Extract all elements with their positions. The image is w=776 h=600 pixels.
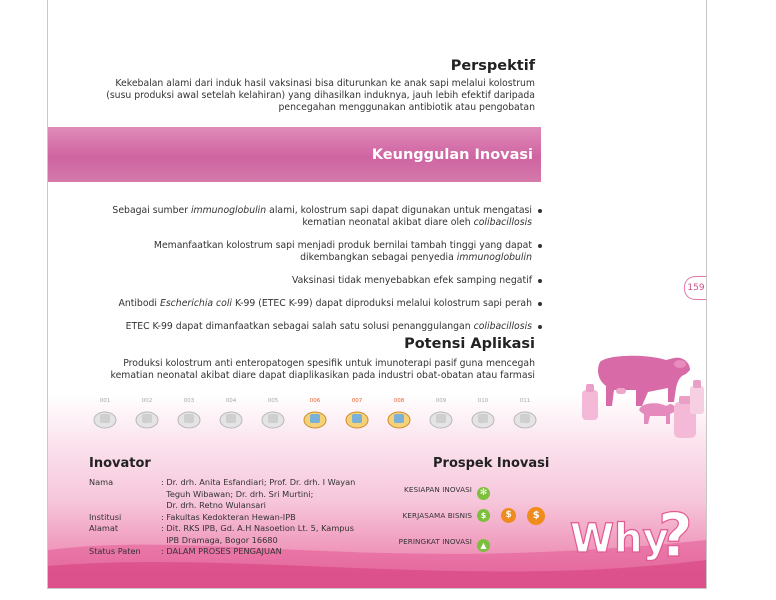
step-003 — [170, 398, 208, 430]
keunggulan-title: Keunggulan Inovasi — [371, 147, 533, 163]
keunggulan-list — [88, 205, 542, 344]
step-number: 006 — [309, 398, 321, 404]
inovator-title: Inovator — [89, 456, 151, 471]
inovator-label: Nama — [89, 477, 114, 487]
bullet-icon — [538, 325, 542, 329]
money-bag-icon: $ — [527, 507, 545, 525]
inovator-value: : DALAM PROSES PENGAJUAN — [161, 546, 282, 556]
kerjasama-row — [380, 511, 472, 523]
perspektif-title: Perspektif — [450, 58, 535, 74]
step-004 — [212, 398, 250, 430]
step-icon — [259, 406, 287, 430]
inovator-row — [89, 523, 355, 535]
step-number: 009 — [435, 398, 447, 404]
keunggulan-item-emphasis: immunoglobulin — [190, 205, 267, 216]
keunggulan-item-emphasis: colibacillosis — [473, 321, 532, 332]
inovator-row — [89, 500, 355, 512]
keunggulan-item-text: alami, kolostrum sapi dapat digunakan untuk mengatasi kematian neonatal akibat diare oleh — [266, 205, 532, 228]
step-icon — [217, 406, 245, 430]
keunggulan-item-text: Sebagai sumber — [112, 205, 191, 216]
step-009 — [422, 398, 460, 430]
step-005 — [254, 398, 292, 430]
keunggulan-item-text: ETEC K-99 dapat dimanfaatkan sebagai salah satu solusi penanggulangan — [125, 321, 474, 332]
keunggulan-item — [88, 205, 542, 229]
step-icon — [175, 406, 203, 430]
bullet-icon — [538, 209, 542, 213]
step-number: 008 — [393, 398, 405, 404]
step-number: 002 — [141, 398, 153, 404]
keunggulan-item-emphasis: colibacillosis — [473, 217, 532, 228]
step-icon — [385, 406, 413, 430]
step-number: 007 — [351, 398, 363, 404]
kerjasama-label: KERJASAMA BISNIS — [402, 511, 472, 520]
step-number: 005 — [267, 398, 279, 404]
inovator-label — [89, 535, 161, 547]
inovator-value: Teguh Wibawan; Dr. drh. Sri Murtini; — [161, 488, 314, 499]
keunggulan-item — [88, 240, 542, 264]
bullet-icon — [538, 244, 542, 248]
keunggulan-item-emphasis: immunoglobulin — [456, 252, 532, 263]
step-001 — [86, 398, 124, 430]
inovator-value: : Fakultas Kedokteran Hewan-IPB — [161, 511, 296, 522]
step-number: 001 — [99, 398, 111, 404]
inovator-row — [89, 489, 355, 501]
step-011 — [506, 398, 544, 430]
step-number: 004 — [225, 398, 237, 404]
kesiapan-label: KESIAPAN INOVASI — [404, 485, 472, 494]
keunggulan-item-emphasis: Escherichia coli — [159, 298, 233, 309]
keunggulan-item-text: Memanfaatkan kolostrum sapi menjadi produk bernilai tambah tinggi yang dapat dikembangkan sebagai penyedia — [153, 240, 532, 263]
step-icon — [511, 406, 539, 430]
inovator-value: Dr. drh. Retno Wulansari — [161, 500, 266, 510]
page-number: 159 — [684, 276, 707, 300]
keunggulan-band — [48, 127, 541, 182]
inovator-label: Alamat — [89, 523, 119, 533]
innovation-steps — [86, 398, 546, 438]
prospek-title: Prospek Inovasi — [433, 456, 550, 471]
inovator-row — [89, 535, 355, 547]
step-006 — [296, 398, 334, 430]
inovator-row — [89, 477, 355, 489]
inovator-value: IPB Dramaga, Bogor 16680 — [161, 534, 278, 545]
peringkat-row — [380, 537, 472, 549]
cow-milk-illustration — [578, 340, 706, 440]
keunggulan-item-text: Vaksinasi tidak menyebabkan efek samping negatif — [291, 275, 532, 286]
bullet-icon — [538, 302, 542, 306]
inovator-label: Institusi — [89, 511, 122, 522]
step-008 — [380, 398, 418, 430]
inovator-value: : Dr. drh. Anita Esfandiari; Prof. Dr. drh. I Wayan — [161, 477, 356, 487]
step-icon — [91, 406, 119, 430]
brochure-page — [47, 0, 707, 589]
peringkat-badges — [477, 535, 496, 554]
inovator-label: Status Paten — [89, 546, 141, 556]
step-icon — [427, 406, 455, 430]
step-number: 003 — [183, 398, 195, 404]
step-icon — [133, 406, 161, 430]
money-bag-icon: $ — [501, 508, 516, 523]
bullet-icon — [538, 279, 542, 283]
perspektif-text: Kekebalan alami dari induk hasil vaksinasi bisa diturunkan ke anak sapi melalui kolostrum (susu produksi awal setelah kelahiran) yang dihasilkan induknya, jauh lebih efektif daripada pencegahan menggunakan antibiotik atau pengobatan — [106, 78, 535, 113]
keunggulan-item — [88, 321, 542, 333]
why-question-mark: ? — [658, 501, 693, 564]
step-007 — [338, 398, 376, 430]
step-number: 011 — [519, 398, 531, 404]
keunggulan-item — [88, 298, 542, 310]
thumbs-up-icon: ▲ — [477, 539, 490, 552]
kesiapan-badges — [477, 483, 496, 502]
keunggulan-item-text: K-99 (ETEC K-99) dapat diproduksi melalui kolostrum sapi perah — [232, 298, 532, 309]
gear-icon: ✻ — [477, 487, 490, 500]
kesiapan-row — [380, 485, 472, 497]
step-icon — [469, 406, 497, 430]
inovator-label — [89, 489, 161, 501]
keunggulan-item-text: Antibodi — [118, 298, 160, 309]
keunggulan-item — [88, 275, 542, 287]
potensi-text: Produksi kolostrum anti enteropatogen spesifik untuk imunoterapi pasif guna mencegah kematian neonatal akibat diare dapat diaplikasikan pada industri obat-obatan atau farmasi — [110, 358, 535, 381]
why-logo — [568, 494, 698, 564]
inovator-value: : Dit. RKS IPB, Gd. A.H Nasoetion Lt. 5, Kampus — [161, 523, 354, 533]
potensi-title: Potensi Aplikasi — [404, 336, 535, 352]
step-002 — [128, 398, 166, 430]
money-bag-icon: $ — [477, 509, 490, 522]
peringkat-label: PERINGKAT INOVASI — [398, 537, 472, 546]
inovator-row — [89, 512, 355, 524]
step-010 — [464, 398, 502, 430]
inovator-label — [89, 500, 161, 512]
inovator-table — [89, 477, 355, 558]
why-text: Why — [570, 516, 669, 562]
step-icon — [343, 406, 371, 430]
inovator-row — [89, 546, 355, 558]
step-number: 010 — [477, 398, 489, 404]
step-icon — [301, 406, 329, 430]
kerjasama-badges — [477, 505, 551, 525]
